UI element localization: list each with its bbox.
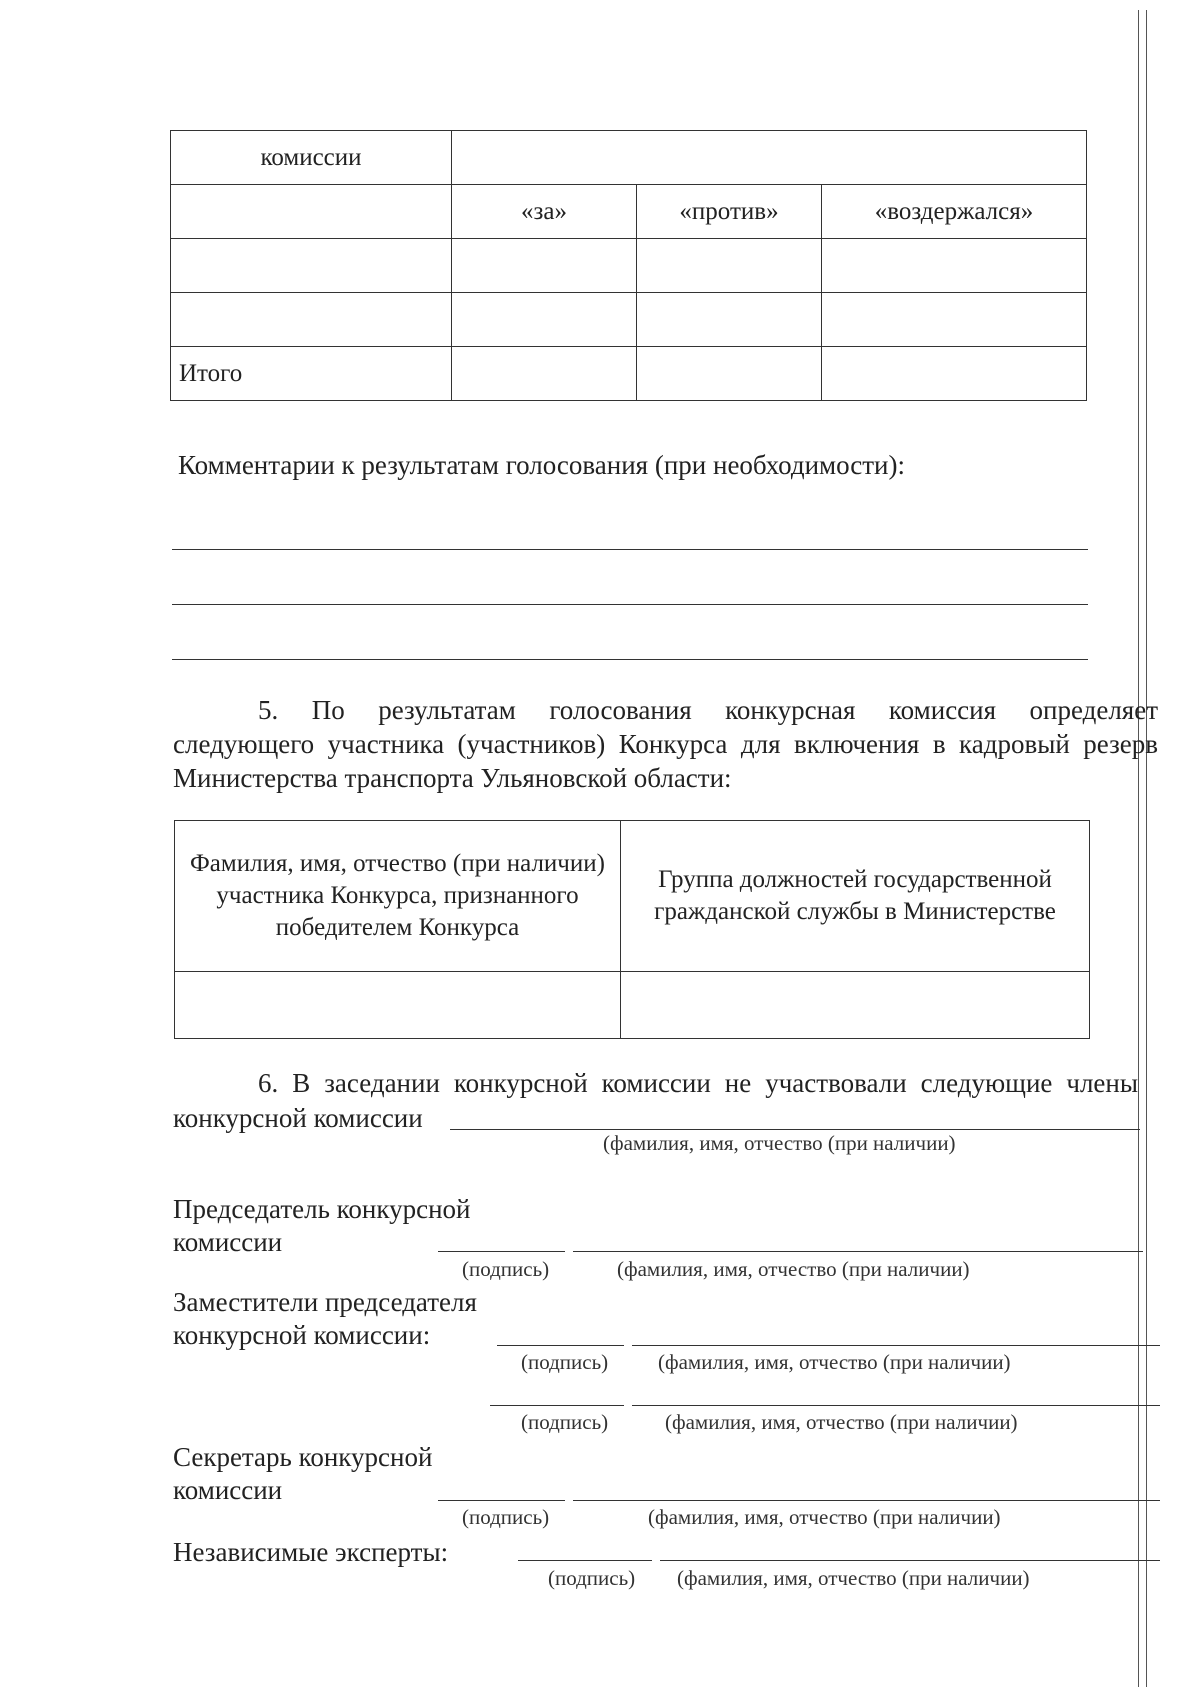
experts-label: Независимые эксперты:: [173, 1537, 449, 1567]
table-cell: [637, 239, 822, 293]
table-cell: [171, 239, 452, 293]
table-cell: [822, 347, 1087, 401]
table-row: [171, 347, 1087, 401]
total-label: Итого: [171, 347, 452, 401]
secretary-name-line[interactable]: [573, 1500, 1160, 1501]
winner-table: [174, 820, 1090, 1039]
experts-name-line[interactable]: [660, 1560, 1160, 1561]
chair-signature-line[interactable]: [438, 1251, 565, 1252]
table-cell: [637, 293, 822, 347]
table-cell: [175, 972, 621, 1039]
table-cell: [637, 347, 822, 401]
secretary-signature-caption: (подпись): [462, 1505, 550, 1529]
column-header-against: «против»: [637, 185, 822, 239]
secretary-name-caption: (фамилия, имя, отчество (при наличии): [648, 1505, 1001, 1529]
section-5-line-3: Министерства транспорта Ульяновской области:: [173, 763, 732, 793]
chair-label-2: комиссии: [173, 1227, 283, 1257]
secretary-signature-line[interactable]: [438, 1500, 565, 1501]
deputy-2-name-line[interactable]: [632, 1405, 1160, 1406]
secretary-label-1: Секретарь конкурсной: [173, 1442, 433, 1472]
chair-signature-caption: (подпись): [462, 1257, 550, 1281]
experts-name-caption: (фамилия, имя, отчество (при наличии): [677, 1566, 1030, 1590]
page-edge-line: [1138, 10, 1139, 1687]
column-header-abstained: «воздержался»: [822, 185, 1087, 239]
table-cell: [452, 347, 637, 401]
secretary-label-2: комиссии: [173, 1475, 283, 1505]
comments-label: Комментарии к результатам голосования (при необходимости):: [178, 450, 905, 480]
table-cell: [171, 293, 452, 347]
comment-line[interactable]: [172, 659, 1088, 660]
section-6-line-2: конкурсной комиссии: [173, 1103, 423, 1133]
deputies-label-1: Заместители председателя: [173, 1287, 477, 1317]
deputy-2-name-caption: (фамилия, имя, отчество (при наличии): [665, 1410, 1018, 1434]
table-cell: [822, 293, 1087, 347]
deputy-1-signature-line[interactable]: [497, 1345, 624, 1346]
deputies-label-2: конкурсной комиссии:: [173, 1320, 431, 1350]
chair-name-line[interactable]: [573, 1251, 1143, 1252]
deputy-1-name-caption: (фамилия, имя, отчество (при наличии): [658, 1350, 1011, 1374]
deputy-2-signature-caption: (подпись): [521, 1410, 609, 1434]
column-header-participant: Фамилия, имя, отчество (при наличии) участника Конкурса, признанного победителем Конкурса: [175, 821, 621, 972]
table-row: [175, 821, 1090, 972]
table-row: [175, 972, 1090, 1039]
column-header-for: «за»: [452, 185, 637, 239]
deputy-2-signature-line[interactable]: [490, 1405, 624, 1406]
comment-line[interactable]: [172, 604, 1088, 605]
table-cell: [452, 239, 637, 293]
deputy-1-signature-caption: (подпись): [521, 1350, 609, 1374]
table-cell: [171, 185, 452, 239]
table-row: [171, 239, 1087, 293]
table-cell: [452, 131, 1087, 185]
page-edge-line: [1146, 10, 1147, 1687]
table-cell: [822, 239, 1087, 293]
table-cell: комиссии: [171, 131, 452, 185]
section-5-line-1: 5. По результатам голосования конкурсная комиссия определяет: [258, 695, 1158, 725]
table-row: [171, 185, 1087, 239]
table-cell: [452, 293, 637, 347]
section-6-line-1: 6. В заседании конкурсной комиссии не участвовали следующие члены: [258, 1068, 1138, 1098]
comment-line[interactable]: [172, 549, 1088, 550]
chair-name-caption: (фамилия, имя, отчество (при наличии): [617, 1257, 970, 1281]
voting-table: [170, 130, 1087, 401]
absent-members-caption: (фамилия, имя, отчество (при наличии): [603, 1131, 956, 1155]
column-header-position-group: Группа должностей государственной гражданской службы в Министерстве: [621, 821, 1090, 972]
table-row: [171, 293, 1087, 347]
absent-members-line[interactable]: [450, 1129, 1140, 1130]
table-row: [171, 131, 1087, 185]
table-cell: [621, 972, 1090, 1039]
section-5-line-2: следующего участника (участников) Конкурса для включения в кадровый резерв: [173, 729, 1158, 759]
experts-signature-caption: (подпись): [548, 1566, 636, 1590]
chair-label-1: Председатель конкурсной: [173, 1194, 471, 1224]
deputy-1-name-line[interactable]: [632, 1345, 1160, 1346]
experts-signature-line[interactable]: [518, 1560, 652, 1561]
